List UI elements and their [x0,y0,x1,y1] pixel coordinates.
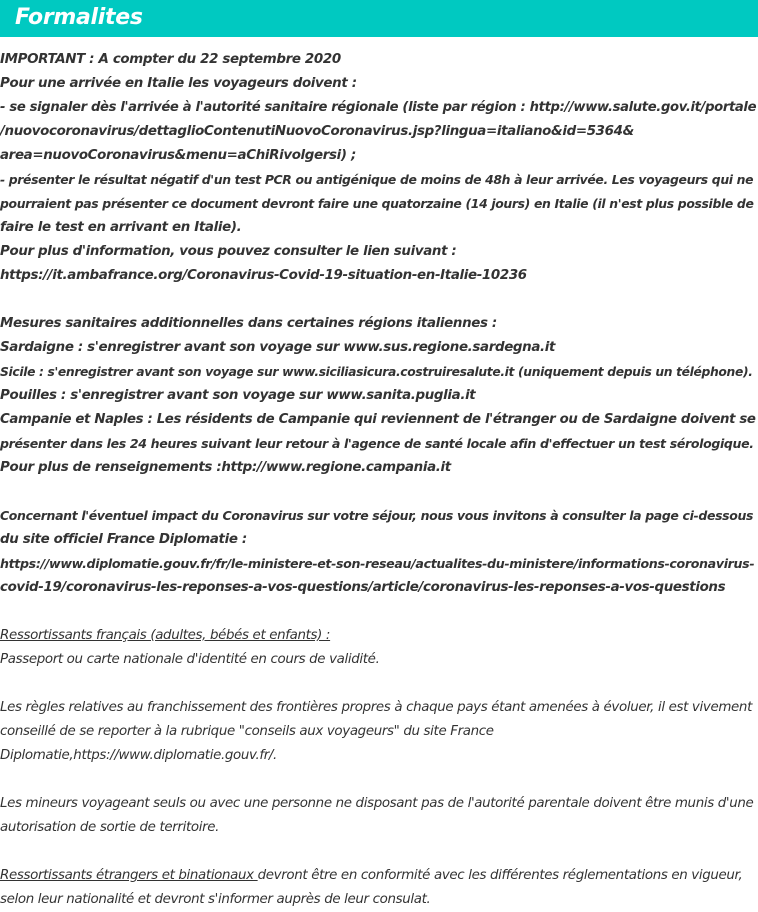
spacer [0,672,758,696]
french-nationals-heading: Ressortissants français (adultes, bébés et enfants) : [0,628,331,643]
requirement-test-line-3: faire le test en arrivant en Italie). [0,220,242,235]
section-header-bar [0,0,758,37]
diplomatie-link-line-2[interactable]: covid-19/coronavirus-les-reponses-a-vos-questions/article/coronavirus-les-reponses-a-vos-questions [0,580,726,595]
spacer [0,480,758,504]
more-info-text: Pour plus d'information, vous pouvez consulter le lien suivant : [0,244,457,259]
border-rules-line-2: conseillé de se reporter à la rubrique "conseils aux voyageurs" du site France [0,724,494,739]
important-date-notice: IMPORTANT : A compter du 22 septembre 2020 [0,52,341,67]
spacer [0,288,758,312]
foreign-nationals-line-1 [0,864,758,888]
sicily-measure: Sicile : s'enregistrer avant son voyage sur www.siciliasicura.costruiresalute.it (uniquement depuis un téléphone). [0,365,753,379]
formalities-content [0,48,758,912]
border-rules-link[interactable]: Diplomatie,https://www.diplomatie.gouv.fr/. [0,748,277,763]
spacer [0,840,758,864]
french-nationals-documents: Passeport ou carte nationale d'identité en cours de validité. [0,652,380,667]
border-rules-line-1: Les règles relatives au franchissement des frontières propres à chaque pays étant amenées à évoluer, il est vivement [0,700,752,715]
regional-measures-heading: Mesures sanitaires additionnelles dans certaines régions italiennes : [0,316,497,331]
campania-measure-line-1: Campanie et Naples : Les résidents de Campanie qui reviennent de l'étranger ou de Sardaigne doivent se [0,412,756,427]
puglia-measure: Pouilles : s'enregistrer avant son voyage sur www.sanita.puglia.it [0,388,476,403]
requirement-register-line-2: /nuovocoronavirus/dettaglioContenutiNuovoCoronavirus.jsp?lingua=italiano&id=5364& [0,124,634,139]
campania-info-link[interactable]: Pour plus de renseignements :http://www.regione.campania.it [0,460,451,475]
requirement-register-line-1: - se signaler dès l'arrivée à l'autorité sanitaire régionale (liste par région : http://www.salute.gov.it/portale [0,100,757,115]
minors-rule-line-2: autorisation de sortie de territoire. [0,820,220,835]
minors-rule-line-1: Les mineurs voyageant seuls ou avec une personne ne disposant pas de l'autorité parentale doivent être munis d'une [0,796,754,811]
sardinia-measure: Sardaigne : s'enregistrer avant son voyage sur www.sus.regione.sardegna.it [0,340,556,355]
coronavirus-impact-line-1: Concernant l'éventuel impact du Coronavirus sur votre séjour, nous vous invitons à consulter la page ci-dessous [0,508,754,523]
foreign-nationals-heading: Ressortissants étrangers et binationaux [0,868,258,883]
spacer [0,600,758,624]
requirement-test-line-2: pourraient pas présenter ce document devront faire une quatorzaine (14 jours) en Italie (il n'est plus possible de [0,196,754,211]
arrival-requirements-intro: Pour une arrivée en Italie les voyageurs doivent : [0,76,357,91]
section-title: Formalites [15,5,143,30]
foreign-nationals-line-2: selon leur nationalité et devront s'informer auprès de leur consulat. [0,892,431,907]
foreign-nationals-text: devront être en conformité avec les différentes réglementations en vigueur, [257,868,743,883]
requirement-test-line-1: - présenter le résultat négatif d'un test PCR ou antigénique de moins de 48h à leur arrivée. Les voyageurs qui ne [0,172,754,187]
spacer [0,768,758,792]
requirement-register-line-3: area=nuovoCoronavirus&menu=aChiRivolgersi) ; [0,148,356,163]
campania-measure-line-2: présenter dans les 24 heures suivant leur retour à l'agence de santé locale afin d'effectuer un test sérologique. [0,436,754,451]
diplomatie-link-line-1[interactable]: https://www.diplomatie.gouv.fr/fr/le-ministere-et-son-reseau/actualites-du-ministere/informations-coronavirus- [0,556,755,571]
ambafrance-link[interactable]: https://it.ambafrance.org/Coronavirus-Covid-19-situation-en-Italie-10236 [0,268,527,283]
coronavirus-impact-line-2: du site officiel France Diplomatie : [0,532,247,547]
